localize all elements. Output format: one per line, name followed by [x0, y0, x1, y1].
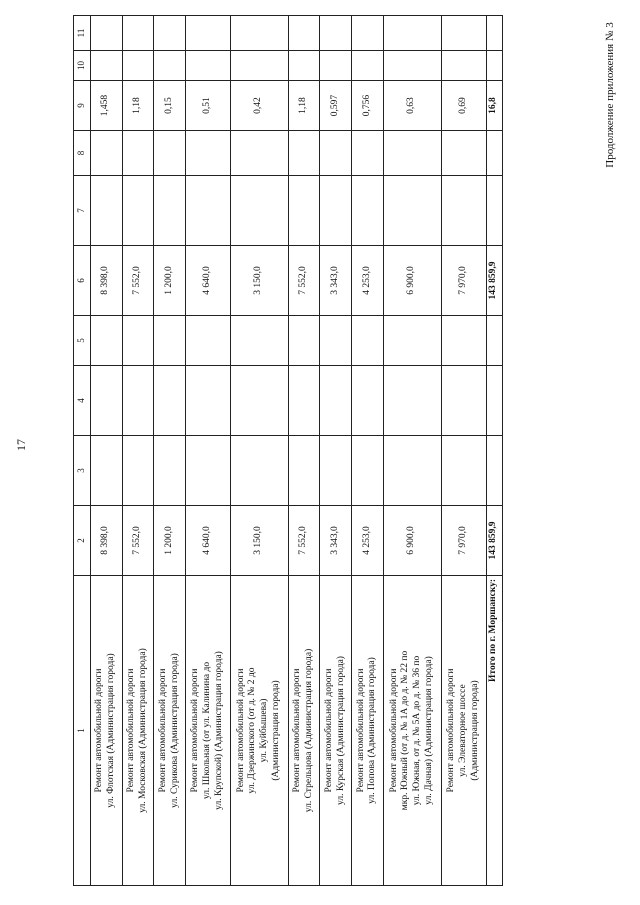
empty-col5-cell — [320, 316, 352, 366]
empty-col3-cell — [186, 436, 231, 506]
object-name-cell — [441, 576, 486, 886]
empty-col10-cell — [320, 51, 352, 81]
empty-col4-cell — [186, 366, 231, 436]
object-name-line: Ремонт автомобильной дороги — [388, 668, 399, 793]
amount-col2-cell: 1 200,0 — [154, 506, 186, 576]
object-name-line: Ремонт автомобильной дороги — [157, 668, 168, 793]
table-row — [154, 16, 186, 886]
empty-col7-cell — [288, 176, 320, 246]
amount-col6-cell: 6 900,0 — [383, 246, 441, 316]
object-name-line: ул. Элеваторное шоссе — [457, 684, 468, 777]
length-col9-cell: 1,458 — [91, 81, 123, 131]
empty-col10-cell — [383, 51, 441, 81]
budget-table — [73, 15, 503, 886]
empty-col10-cell — [91, 51, 123, 81]
empty-col3-cell — [91, 436, 123, 506]
empty-col4-cell — [91, 366, 123, 436]
amount-col2-cell: 7 970,0 — [441, 506, 486, 576]
empty-col8-cell — [122, 131, 154, 176]
empty-col3-cell — [288, 436, 320, 506]
column-header-10: 10 — [74, 51, 91, 81]
empty-col5-cell — [352, 316, 384, 366]
empty-col7-cell — [441, 176, 486, 246]
column-header-8: 8 — [74, 131, 91, 176]
empty-col8-cell — [486, 131, 503, 176]
amount-col6-cell: 7 552,0 — [122, 246, 154, 316]
object-name-line: ул. Дзержинского (от д. № 2 до — [247, 667, 258, 794]
object-name-cell — [320, 576, 352, 886]
object-name-cell — [288, 576, 320, 886]
amount-col6-cell: 4 253,0 — [352, 246, 384, 316]
empty-col8-cell — [288, 131, 320, 176]
empty-col4-cell — [288, 366, 320, 436]
header-row — [74, 16, 91, 886]
object-name-cell — [154, 576, 186, 886]
length-col9-cell: 0,597 — [320, 81, 352, 131]
object-name-line: Ремонт автомобильной дороги — [235, 668, 246, 793]
empty-col10-cell — [230, 51, 288, 81]
empty-col11-cell — [122, 16, 154, 51]
table-row — [91, 16, 123, 886]
amount-col6-cell: 1 200,0 — [154, 246, 186, 316]
empty-col11-cell — [352, 16, 384, 51]
table-row — [383, 16, 441, 886]
column-header-2: 2 — [74, 506, 91, 576]
empty-col5-cell — [186, 316, 231, 366]
object-name-cell — [122, 576, 154, 886]
column-header-3: 3 — [74, 436, 91, 506]
amount-col6-cell: 7 552,0 — [288, 246, 320, 316]
column-header-4: 4 — [74, 366, 91, 436]
object-name-line: ул. Сурикова (Администрация города) — [169, 653, 180, 808]
length-col9-cell: 0,51 — [186, 81, 231, 131]
object-name-line: Ремонт автомобильной дороги — [445, 668, 456, 793]
empty-col11-cell — [186, 16, 231, 51]
amount-col2-cell: 3 150,0 — [230, 506, 288, 576]
empty-col3-cell — [441, 436, 486, 506]
empty-col7-cell — [122, 176, 154, 246]
empty-col11-cell — [154, 16, 186, 51]
object-name-line: Ремонт автомобильной дороги — [190, 668, 201, 793]
object-name-line: Ремонт автомобильной дороги — [355, 668, 366, 793]
table-row — [352, 16, 384, 886]
table-row — [230, 16, 288, 886]
amount-col2-cell: 7 552,0 — [122, 506, 154, 576]
empty-col3-cell — [154, 436, 186, 506]
amount-col6-cell: 4 640,0 — [186, 246, 231, 316]
empty-col4-cell — [486, 366, 503, 436]
length-col9-cell: 1,18 — [122, 81, 154, 131]
empty-col4-cell — [352, 366, 384, 436]
empty-col8-cell — [441, 131, 486, 176]
total-row — [486, 16, 503, 886]
empty-col11-cell — [383, 16, 441, 51]
column-header-7: 7 — [74, 176, 91, 246]
total-col2-cell: 143 859,9 — [486, 506, 503, 576]
object-name-line: (Администрация города) — [469, 680, 480, 781]
object-name-cell — [186, 576, 231, 886]
empty-col7-cell — [383, 176, 441, 246]
empty-col7-cell — [352, 176, 384, 246]
object-name-line: ул. Флотская (Администрация города) — [106, 653, 117, 808]
object-name-line: ул. Крупской) (Администрация города) — [213, 651, 224, 810]
empty-col11-cell — [486, 16, 503, 51]
table-row — [186, 16, 231, 886]
total-col6-cell: 143 859,9 — [486, 246, 503, 316]
length-col9-cell: 0,63 — [383, 81, 441, 131]
amount-col6-cell: 8 398,0 — [91, 246, 123, 316]
column-header-6: 6 — [74, 246, 91, 316]
empty-col8-cell — [186, 131, 231, 176]
empty-col5-cell — [230, 316, 288, 366]
column-header-11: 11 — [74, 16, 91, 51]
object-name-line: Ремонт автомобильной дороги — [94, 668, 105, 793]
amount-col2-cell: 3 343,0 — [320, 506, 352, 576]
object-name-line: Ремонт автомобильной дороги — [323, 668, 334, 793]
object-name-line: Ремонт автомобильной дороги — [292, 668, 303, 793]
amount-col2-cell: 4 640,0 — [186, 506, 231, 576]
empty-col10-cell — [441, 51, 486, 81]
amount-col6-cell: 3 150,0 — [230, 246, 288, 316]
length-col9-cell: 1,18 — [288, 81, 320, 131]
empty-col3-cell — [383, 436, 441, 506]
object-name-line: мкр. Южный (от д. № 1А до д. № 22 по — [400, 650, 411, 811]
empty-col5-cell — [154, 316, 186, 366]
empty-col4-cell — [154, 366, 186, 436]
empty-col11-cell — [320, 16, 352, 51]
table-row — [441, 16, 486, 886]
table-row — [122, 16, 154, 886]
empty-col8-cell — [91, 131, 123, 176]
amount-col2-cell: 6 900,0 — [383, 506, 441, 576]
empty-col7-cell — [320, 176, 352, 246]
amount-col2-cell: 7 552,0 — [288, 506, 320, 576]
empty-col4-cell — [383, 366, 441, 436]
empty-col7-cell — [91, 176, 123, 246]
appendix-note: Продолжение приложения № 3 — [604, 22, 616, 168]
object-name-cell — [91, 576, 123, 886]
empty-col4-cell — [441, 366, 486, 436]
empty-col3-cell — [230, 436, 288, 506]
length-col9-cell: 0,69 — [441, 81, 486, 131]
object-name-cell — [352, 576, 384, 886]
empty-col5-cell — [441, 316, 486, 366]
empty-col8-cell — [352, 131, 384, 176]
empty-col11-cell — [441, 16, 486, 51]
object-name-line: ул. Южная, от д. № 5А до д. № 36 по — [412, 655, 423, 806]
page-number: 17 — [14, 439, 28, 451]
empty-col3-cell — [352, 436, 384, 506]
empty-col11-cell — [288, 16, 320, 51]
empty-col10-cell — [486, 51, 503, 81]
column-header-9: 9 — [74, 81, 91, 131]
object-name-line: ул. Попова (Администрация города) — [367, 657, 378, 804]
object-name-line: ул. Школьная (от ул. Калинина до — [202, 661, 213, 800]
amount-col2-cell: 4 253,0 — [352, 506, 384, 576]
object-name-cell — [383, 576, 441, 886]
total-label: Итого по г. Моршанску: — [486, 576, 503, 886]
length-col9-cell: 0,42 — [230, 81, 288, 131]
empty-col3-cell — [486, 436, 503, 506]
empty-col8-cell — [383, 131, 441, 176]
table-row — [320, 16, 352, 886]
empty-col7-cell — [154, 176, 186, 246]
empty-col3-cell — [320, 436, 352, 506]
empty-col8-cell — [154, 131, 186, 176]
object-name-line: ул. Дачная) (Администрация города) — [424, 656, 435, 805]
empty-col7-cell — [186, 176, 231, 246]
amount-col6-cell: 7 970,0 — [441, 246, 486, 316]
column-header-5: 5 — [74, 316, 91, 366]
empty-col7-cell — [230, 176, 288, 246]
object-name-line: ул. Московская (Администрация города) — [138, 648, 149, 813]
object-name-line: Ремонт автомобильной дороги — [126, 668, 137, 793]
length-col9-cell: 0,15 — [154, 81, 186, 131]
object-name-line: (Администрация города) — [271, 680, 282, 781]
amount-col6-cell: 3 343,0 — [320, 246, 352, 316]
empty-col11-cell — [91, 16, 123, 51]
empty-col3-cell — [122, 436, 154, 506]
budget-table-rotated — [73, 16, 503, 886]
empty-col10-cell — [186, 51, 231, 81]
empty-col5-cell — [486, 316, 503, 366]
empty-col5-cell — [288, 316, 320, 366]
empty-col4-cell — [122, 366, 154, 436]
empty-col8-cell — [320, 131, 352, 176]
empty-col7-cell — [486, 176, 503, 246]
empty-col10-cell — [288, 51, 320, 81]
object-name-cell — [230, 576, 288, 886]
empty-col10-cell — [352, 51, 384, 81]
total-col9-cell: 16,8 — [486, 81, 503, 131]
object-name-line: ул. Стрельцова (Администрация города) — [304, 648, 315, 813]
empty-col4-cell — [320, 366, 352, 436]
object-name-line: ул. Куйбышева) — [259, 698, 270, 763]
empty-col10-cell — [154, 51, 186, 81]
amount-col2-cell: 8 398,0 — [91, 506, 123, 576]
empty-col8-cell — [230, 131, 288, 176]
empty-col4-cell — [230, 366, 288, 436]
length-col9-cell: 0,756 — [352, 81, 384, 131]
empty-col5-cell — [383, 316, 441, 366]
object-name-line: ул. Курская (Администрация города) — [335, 656, 346, 805]
table-row — [288, 16, 320, 886]
column-header-1: 1 — [74, 576, 91, 886]
empty-col11-cell — [230, 16, 288, 51]
empty-col5-cell — [91, 316, 123, 366]
empty-col10-cell — [122, 51, 154, 81]
empty-col5-cell — [122, 316, 154, 366]
